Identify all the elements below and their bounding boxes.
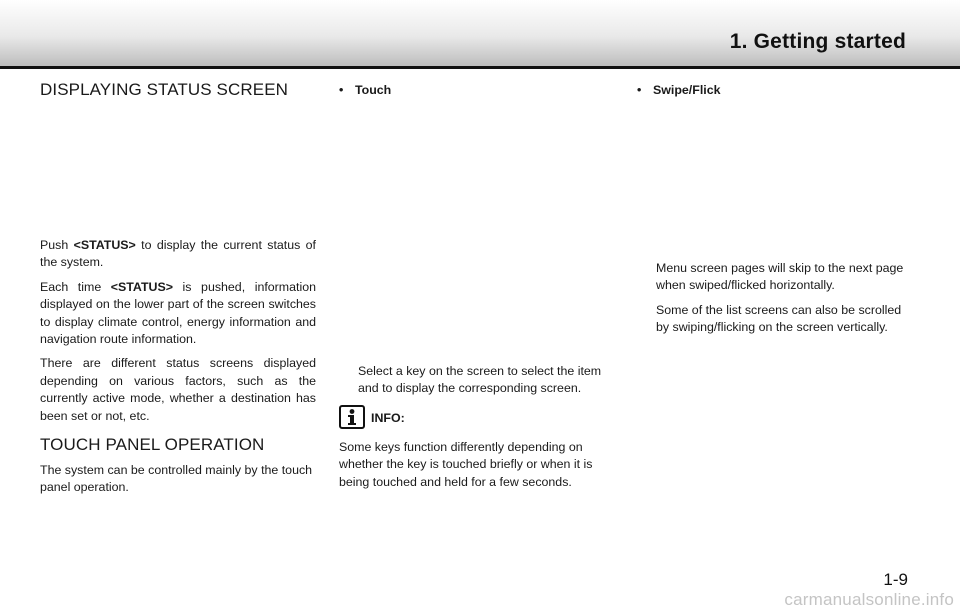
middle-column <box>339 80 615 498</box>
push-status-paragraph: Push <STATUS> to display the current status of the system. <box>40 238 316 270</box>
info-note <box>339 405 615 429</box>
touch-panel-paragraph: The system can be controlled mainly by the touch panel operation. <box>40 463 313 495</box>
swipe-description-2: Some of the list screens can also be scrolled by swiping/flicking on the screen vertically. <box>656 302 902 335</box>
page-number: 1-9 <box>883 570 908 589</box>
each-time-paragraph: Each time <STATUS> is pushed, information displayed on the lower part of the screen switches to display climate control, energy information and navigation route information. <box>40 279 316 347</box>
swipe-description-1: Menu screen pages will skip to the next page when swiped/flicked horizontally. <box>656 261 904 293</box>
info-label: INFO: <box>371 410 405 425</box>
status-key-label: <STATUS> <box>73 238 136 252</box>
swipe-bullet <box>637 80 913 100</box>
info-icon <box>339 405 365 429</box>
chapter-title: 1. Getting started <box>729 30 906 53</box>
page-header-band <box>0 0 960 66</box>
info-text: Some keys function differently depending on whether the key is touched briefly or when it is being touched and held for a few seconds. <box>339 439 593 489</box>
watermark: carmanualsonline.info <box>784 590 954 609</box>
touch-label: Touch <box>355 83 392 97</box>
header-divider <box>0 66 960 69</box>
status-screen-heading: DISPLAYING STATUS SCREEN <box>40 80 289 99</box>
swipe-label: Swipe/Flick <box>653 83 721 97</box>
left-column <box>40 80 316 504</box>
status-key-label: <STATUS> <box>110 279 173 294</box>
bullet-dot: • <box>637 83 642 97</box>
touch-bullet <box>339 80 615 100</box>
different-screens-paragraph: There are different status screens displayed depending on various factors, such as the currently active mode, whether a destination has been set or not, etc. <box>40 356 316 423</box>
bullet-dot: • <box>339 83 344 97</box>
touch-panel-heading: TOUCH PANEL OPERATION <box>40 435 265 455</box>
touch-description: Select a key on the screen to select the item and to display the corresponding screen. <box>358 364 602 396</box>
right-column <box>637 80 913 344</box>
